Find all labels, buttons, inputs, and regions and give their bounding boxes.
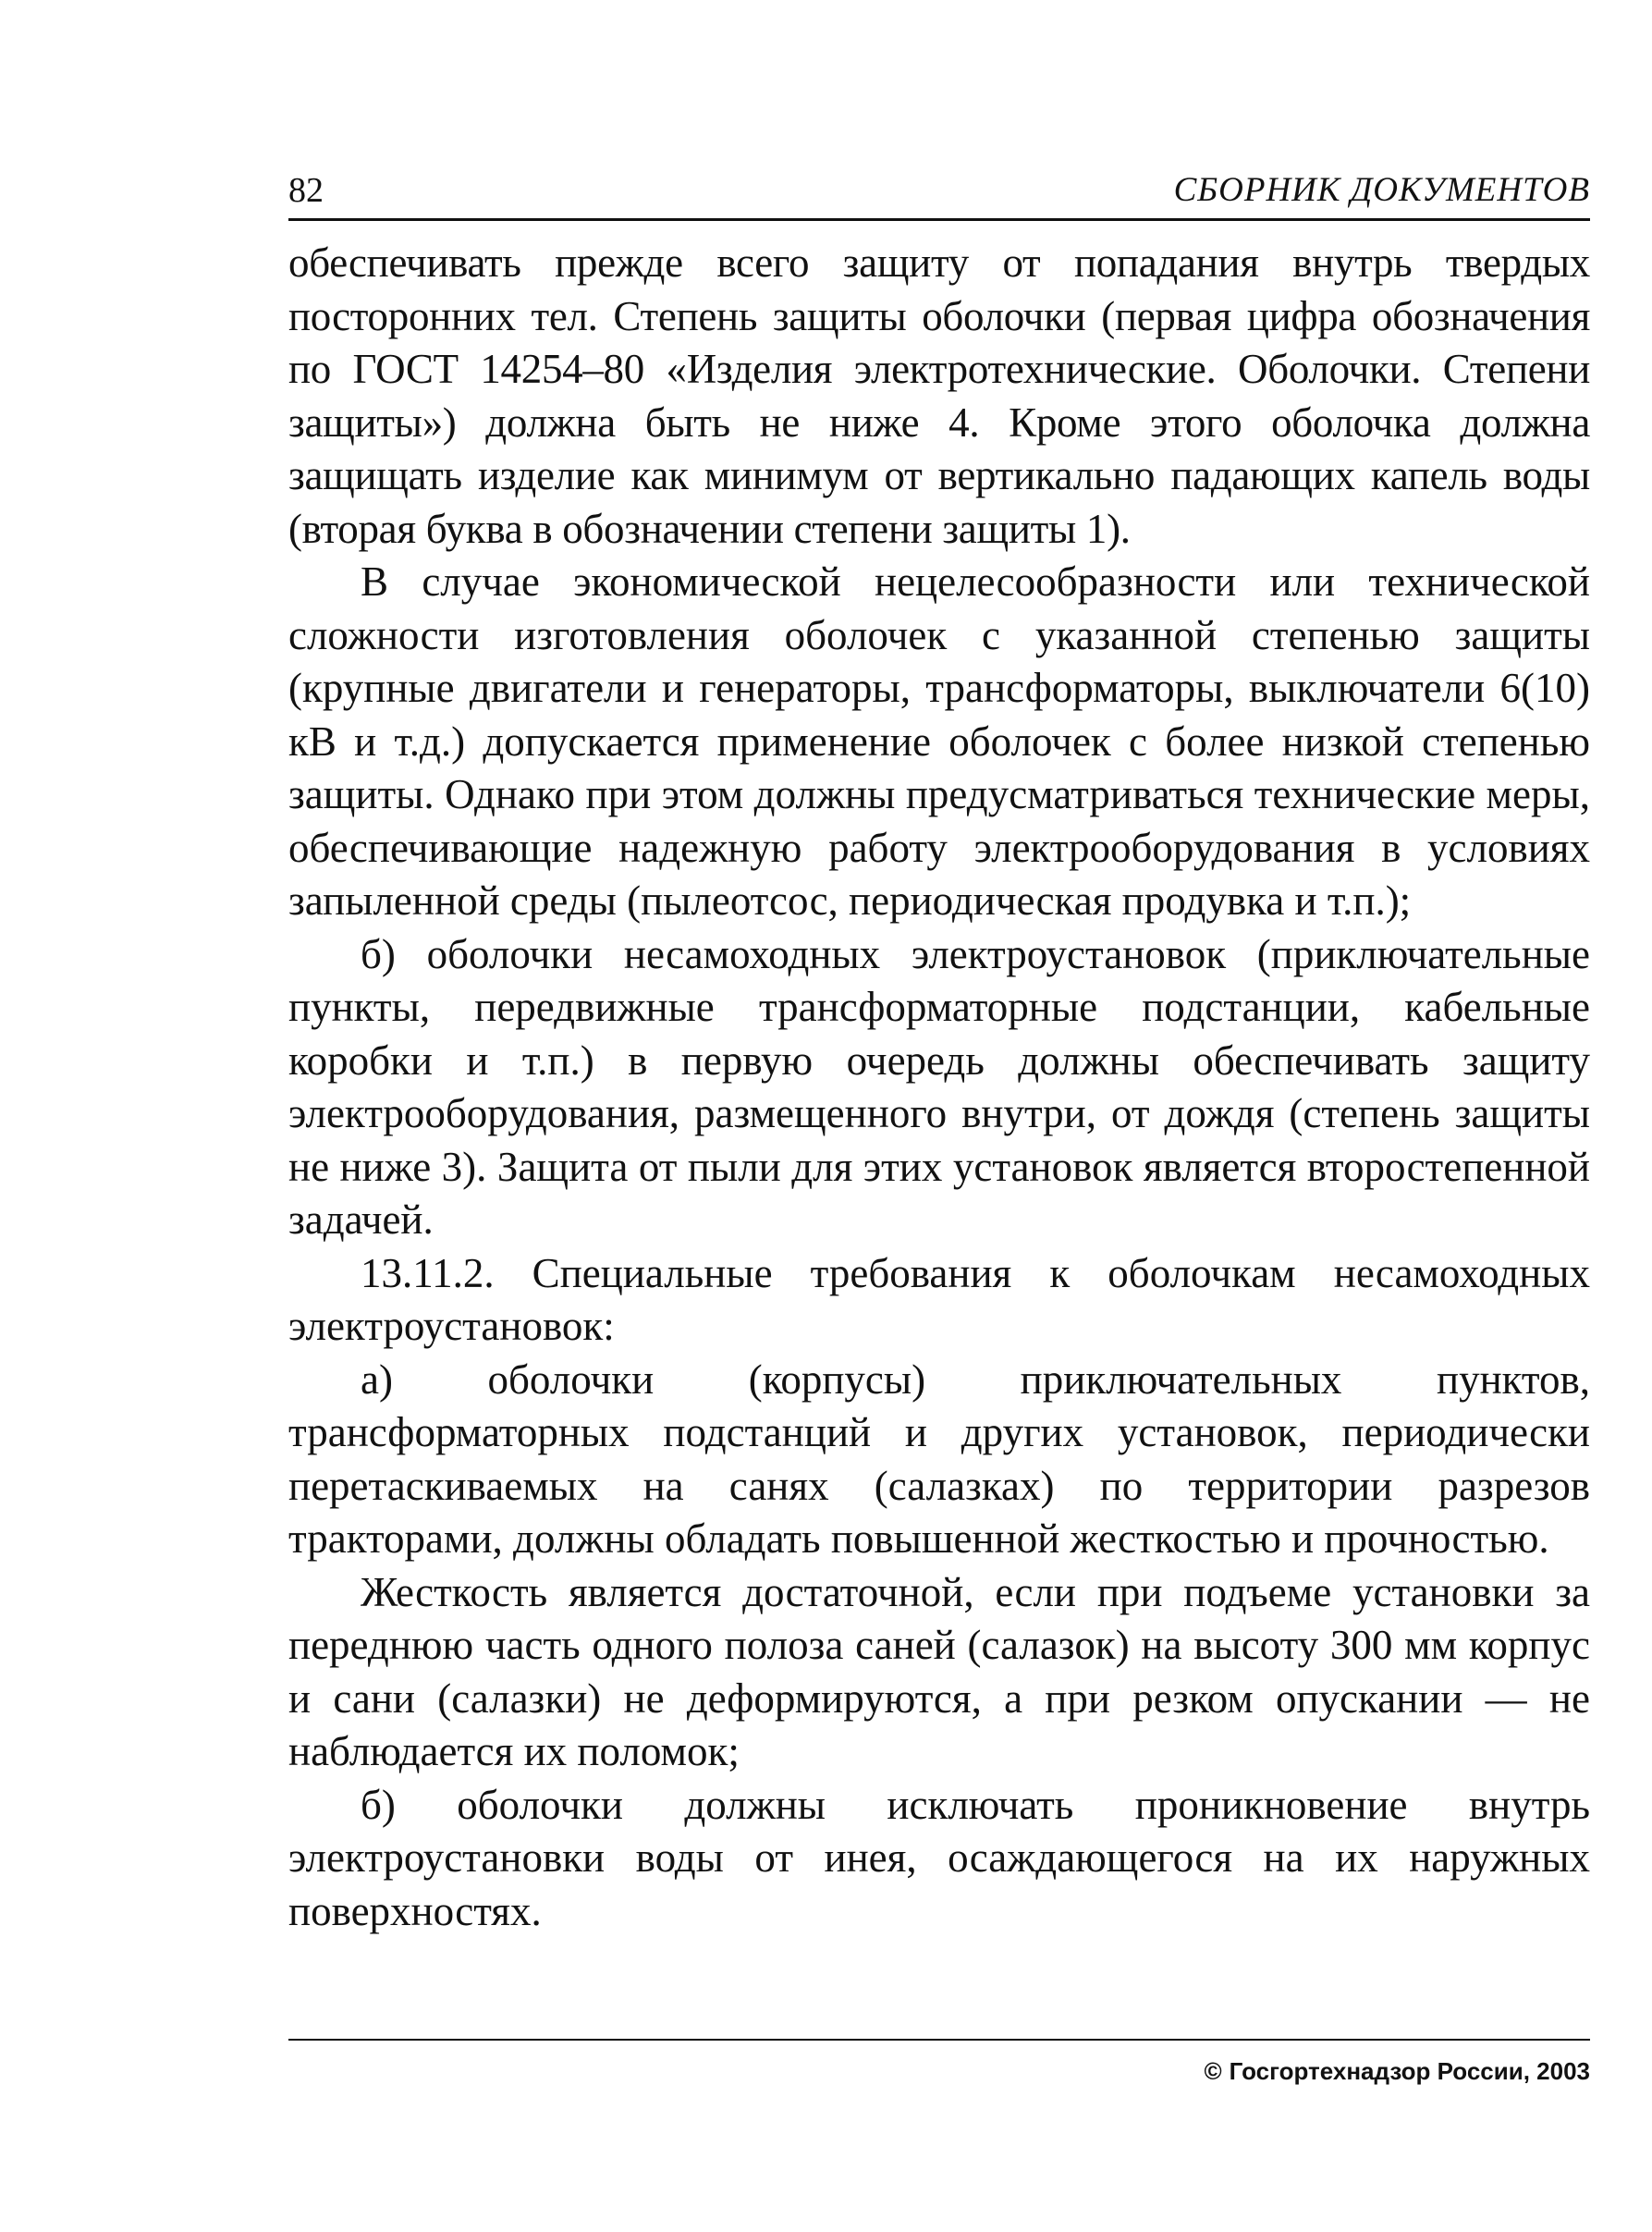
- page-header: [288, 165, 1590, 218]
- paragraph: В случае экономической нецелесообразности или технической сложности изготовления оболочек с указанной степенью защиты (крупные двигатели и генераторы, трансформаторы, выключатели 6(10) кВ и т.д.) допускается применение оболочек с более низкой степенью защиты. Однако при этом должны предусматриваться технические меры, обеспечивающие надежную работу электрооборудования в условиях запыленной среды (пылеотсос, периодическая продувка и т.п.);: [288, 558, 1590, 924]
- body-text: [288, 237, 1590, 1938]
- paragraph: б) оболочки несамоходных электроустановок (приключательные пункты, передвижные трансформаторные подстанции, кабельные коробки и т.п.) в первую очередь должны обеспечивать защиту электрооборудования, размещенного внутри, от дождя (степень защиты не ниже 3). Защита от пыли для этих установок является второстепенной задачей.: [288, 930, 1590, 1243]
- page-footer: [288, 2054, 1590, 2088]
- paragraph: Жесткость является достаточной, если при подъеме установки за переднюю часть одного полоза саней (салазок) на высоту 300 мм корпус и сани (салазки) не деформируются, а при резком опускании — не наблюдается их поломок;: [288, 1568, 1590, 1774]
- copyright-icon: ©: [1204, 2057, 1222, 2085]
- paragraph: 13.11.2. Специальные требования к оболочкам несамоходных электроустановок:: [288, 1249, 1590, 1349]
- copyright-text: Госгортехнадзор России, 2003: [1229, 2057, 1590, 2085]
- page-number: 82: [288, 171, 324, 210]
- running-title: СБОРНИК ДОКУМЕНТОВ: [1173, 171, 1590, 209]
- paragraph: б) оболочки должны исключать проникновение внутрь электроустановки воды от инея, осаждающегося на их наружных поверхностях.: [288, 1781, 1590, 1934]
- header-divider: [288, 218, 1590, 221]
- footer-divider: [288, 2039, 1590, 2041]
- paragraph: а) оболочки (корпусы) приключательных пунктов, трансформаторных подстанций и других установок, периодически перетаскиваемых на санях (салазках) по территории разрезов тракторами, должны обладать повышенной жесткостью и прочностью.: [288, 1355, 1590, 1562]
- paragraph: обеспечивать прежде всего защиту от попадания внутрь твердых посторонних тел. Степень защиты оболочки (первая цифра обозначения по ГОСТ 14254–80 «Изделия электротехнические. Оболочки. Степени защиты») должна быть не ниже 4. Кроме этого оболочка должна защищать изделие как минимум от вертикально падающих капель воды (вторая буква в обозначении степени защиты 1).: [288, 239, 1590, 552]
